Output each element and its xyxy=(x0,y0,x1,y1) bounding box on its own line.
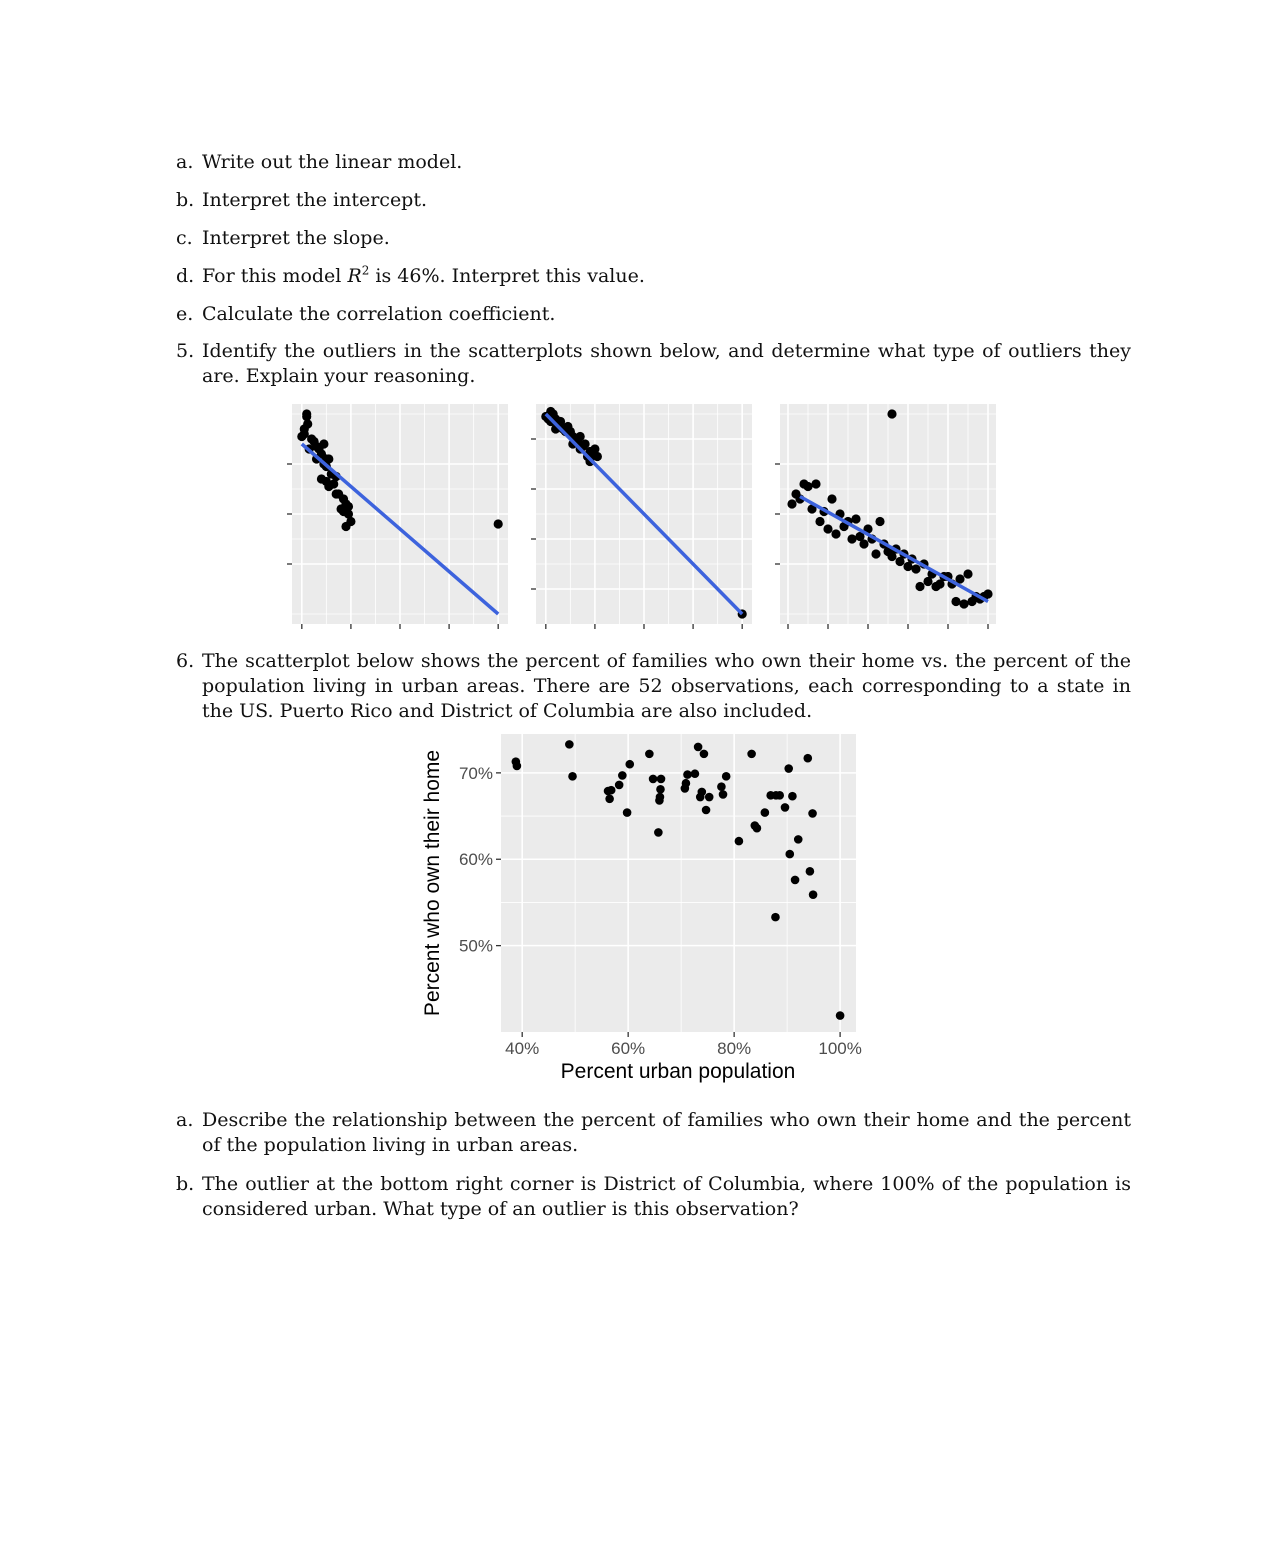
sub-item-text: Interpret the intercept. xyxy=(202,189,428,211)
data-point xyxy=(649,775,658,784)
data-point xyxy=(576,432,585,441)
sub-item-label: b. xyxy=(176,189,195,211)
data-point xyxy=(719,790,728,799)
data-point xyxy=(806,867,815,876)
data-point xyxy=(781,803,790,812)
data-point xyxy=(618,771,627,780)
data-point xyxy=(808,809,817,818)
data-point xyxy=(324,482,333,491)
data-point xyxy=(803,754,812,763)
data-point xyxy=(717,782,726,791)
data-point xyxy=(341,522,350,531)
sub-item-label: a. xyxy=(176,151,194,173)
data-point xyxy=(787,499,796,508)
data-point xyxy=(735,837,744,846)
data-point xyxy=(771,913,780,922)
data-point xyxy=(645,750,654,759)
sub-item-text: Describe the relationship between the percent of families who own their home and the percent of the population living in urban areas. xyxy=(202,1109,1131,1156)
sub-item-text: Calculate the correlation coefficient. xyxy=(202,303,556,325)
data-point xyxy=(823,524,832,533)
data-point xyxy=(683,770,692,779)
item-d-before: For this model xyxy=(202,265,348,287)
data-point xyxy=(859,539,868,548)
data-point xyxy=(963,569,972,578)
data-point xyxy=(705,793,714,802)
data-point xyxy=(700,750,709,759)
data-point xyxy=(951,597,960,606)
data-point xyxy=(513,762,522,771)
data-point xyxy=(784,764,793,773)
y-tick-label: 70% xyxy=(458,763,493,783)
sub-item-text: Interpret the slope. xyxy=(202,227,390,249)
data-point xyxy=(915,582,924,591)
data-point xyxy=(654,828,663,837)
sub-item-label: c. xyxy=(176,227,193,249)
q6-sub-item-a xyxy=(176,1108,1131,1158)
x-tick-label: 60% xyxy=(611,1039,646,1058)
sub-item-text: The outlier at the bottom right corner is District of Columbia, where 100% of the population is considered urban. What type of an outlier is this observation? xyxy=(202,1173,1131,1220)
data-point xyxy=(691,769,700,778)
question-number: 6. xyxy=(176,650,195,672)
data-point xyxy=(332,489,341,498)
data-point xyxy=(811,479,820,488)
data-point xyxy=(494,519,503,528)
data-point xyxy=(753,824,762,833)
data-point xyxy=(827,494,836,503)
data-point xyxy=(831,529,840,538)
sub-item-b xyxy=(176,188,1131,213)
data-point xyxy=(775,791,784,800)
homeownership-urban-scatterplot xyxy=(410,728,870,1090)
data-point xyxy=(815,517,824,526)
question-text: Identify the outliers in the scatterplots shown below, and determine what type of outliers they are. Explain your reasoning. xyxy=(202,340,1131,387)
data-point xyxy=(887,409,896,418)
data-point xyxy=(319,439,328,448)
x-tick-label: 40% xyxy=(505,1039,540,1058)
x-axis-label: Percent urban population xyxy=(560,1060,796,1083)
data-point xyxy=(959,599,968,608)
data-point xyxy=(761,808,770,817)
y-tick-label: 60% xyxy=(458,850,493,870)
data-point xyxy=(682,779,691,788)
data-point xyxy=(324,454,333,463)
data-point xyxy=(851,514,860,523)
data-point xyxy=(847,534,856,543)
data-point xyxy=(568,772,577,781)
data-point xyxy=(625,760,634,769)
data-point xyxy=(794,835,803,844)
data-point xyxy=(656,793,665,802)
sub-item-label: d. xyxy=(176,265,195,287)
data-point xyxy=(615,781,624,790)
data-point xyxy=(871,549,880,558)
data-point xyxy=(623,808,632,817)
data-point xyxy=(983,589,992,598)
y-tick-label: 50% xyxy=(458,936,493,956)
data-point xyxy=(702,806,711,815)
question-5 xyxy=(176,339,1131,389)
data-point xyxy=(836,1011,845,1020)
item-d-after: is 46%. Interpret this value. xyxy=(369,265,645,287)
data-point xyxy=(656,785,665,794)
x-tick-label: 100% xyxy=(818,1039,862,1058)
data-point xyxy=(657,775,666,784)
question-number: 5. xyxy=(176,340,195,362)
data-point xyxy=(809,890,818,899)
sub-item-label: b. xyxy=(176,1173,195,1195)
sub-item-text: Write out the linear model. xyxy=(202,151,463,173)
data-point xyxy=(565,740,574,749)
r-squared-symbol: R xyxy=(347,265,362,287)
data-point xyxy=(785,850,794,859)
sub-item-text xyxy=(202,264,1131,289)
data-point xyxy=(791,876,800,885)
y-axis-label: Percent who own their home xyxy=(421,749,444,1017)
x-tick-label: 80% xyxy=(717,1039,752,1058)
question-text: The scatterplot below shows the percent of families who own their home vs. the percent of the population living in urban areas. There are 52 observations, each corresponding to a state in the US. Puerto Rico and District of Columbia are also included. xyxy=(202,650,1131,722)
sub-item-e xyxy=(176,302,1131,327)
data-point xyxy=(911,564,920,573)
data-point xyxy=(747,750,756,759)
data-point xyxy=(605,794,614,803)
outlier-scatterplot-1 xyxy=(284,400,512,636)
sub-item-label: e. xyxy=(176,303,194,325)
outlier-scatterplot-2 xyxy=(528,400,756,636)
data-point xyxy=(607,786,616,795)
data-point xyxy=(803,482,812,491)
sub-item-d xyxy=(176,264,1131,289)
sub-item-label: a. xyxy=(176,1109,194,1131)
data-point xyxy=(722,772,731,781)
question-6 xyxy=(176,649,1131,724)
r-squared-exponent: 2 xyxy=(361,263,370,278)
data-point xyxy=(694,743,703,752)
data-point xyxy=(875,517,884,526)
outlier-scatterplot-3 xyxy=(772,400,1000,636)
sub-item-c xyxy=(176,226,1131,251)
data-point xyxy=(788,792,797,801)
q6-sub-item-b xyxy=(176,1172,1131,1222)
plot-panel xyxy=(501,734,856,1032)
data-point xyxy=(698,788,707,797)
sub-item-a xyxy=(176,150,1131,175)
